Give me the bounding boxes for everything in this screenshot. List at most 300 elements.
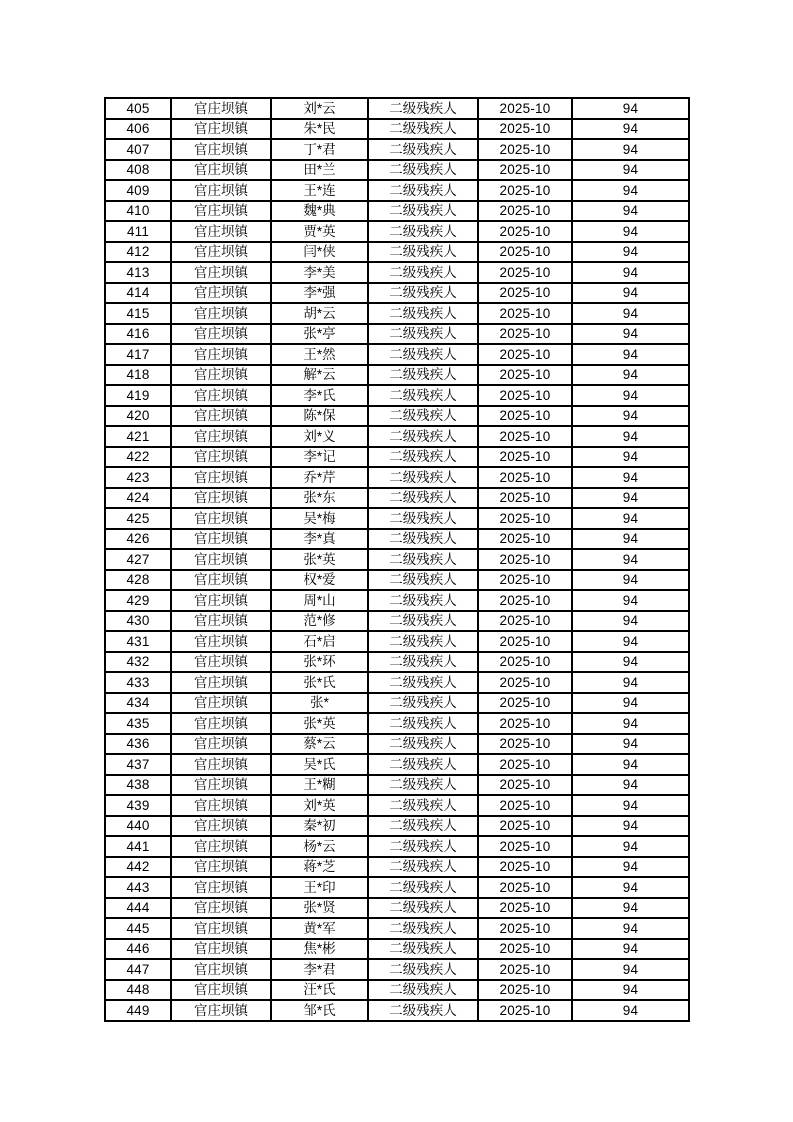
- cell-row-number: 411: [105, 221, 171, 242]
- cell-month: 2025-10: [478, 98, 572, 119]
- cell-row-number: 413: [105, 262, 171, 283]
- table-row: [105, 529, 689, 550]
- cell-name: 李*君: [271, 959, 368, 980]
- cell-amount: 94: [572, 939, 689, 960]
- cell-amount: 94: [572, 426, 689, 447]
- cell-amount: 94: [572, 898, 689, 919]
- cell-month: 2025-10: [478, 324, 572, 345]
- cell-month: 2025-10: [478, 303, 572, 324]
- table-row: [105, 98, 689, 119]
- cell-category: 二级残疾人: [368, 734, 478, 755]
- table-row: [105, 139, 689, 160]
- cell-amount: 94: [572, 529, 689, 550]
- cell-name: 周*山: [271, 590, 368, 611]
- cell-town: 官庄坝镇: [171, 734, 271, 755]
- table-row: [105, 283, 689, 304]
- cell-category: 二级残疾人: [368, 672, 478, 693]
- cell-name: 张*英: [271, 549, 368, 570]
- cell-month: 2025-10: [478, 590, 572, 611]
- cell-town: 官庄坝镇: [171, 508, 271, 529]
- cell-row-number: 448: [105, 980, 171, 1001]
- cell-town: 官庄坝镇: [171, 877, 271, 898]
- cell-category: 二级残疾人: [368, 959, 478, 980]
- cell-row-number: 417: [105, 344, 171, 365]
- cell-amount: 94: [572, 201, 689, 222]
- cell-month: 2025-10: [478, 119, 572, 140]
- cell-month: 2025-10: [478, 672, 572, 693]
- cell-month: 2025-10: [478, 754, 572, 775]
- cell-category: 二级残疾人: [368, 918, 478, 939]
- cell-month: 2025-10: [478, 426, 572, 447]
- cell-row-number: 431: [105, 631, 171, 652]
- cell-name: 张*东: [271, 488, 368, 509]
- cell-month: 2025-10: [478, 262, 572, 283]
- cell-town: 官庄坝镇: [171, 529, 271, 550]
- cell-name: 蔡*云: [271, 734, 368, 755]
- cell-month: 2025-10: [478, 242, 572, 263]
- cell-name: 张*贤: [271, 898, 368, 919]
- cell-row-number: 408: [105, 160, 171, 181]
- cell-town: 官庄坝镇: [171, 324, 271, 345]
- cell-name: 蒋*芝: [271, 857, 368, 878]
- cell-category: 二级残疾人: [368, 713, 478, 734]
- cell-month: 2025-10: [478, 631, 572, 652]
- cell-amount: 94: [572, 406, 689, 427]
- cell-name: 解*云: [271, 365, 368, 386]
- cell-row-number: 409: [105, 180, 171, 201]
- cell-name: 黄*军: [271, 918, 368, 939]
- cell-month: 2025-10: [478, 652, 572, 673]
- cell-month: 2025-10: [478, 939, 572, 960]
- cell-row-number: 445: [105, 918, 171, 939]
- cell-month: 2025-10: [478, 406, 572, 427]
- table-row: [105, 959, 689, 980]
- cell-category: 二级残疾人: [368, 836, 478, 857]
- cell-row-number: 446: [105, 939, 171, 960]
- cell-name: 李*氏: [271, 385, 368, 406]
- cell-category: 二级残疾人: [368, 652, 478, 673]
- cell-row-number: 419: [105, 385, 171, 406]
- cell-amount: 94: [572, 611, 689, 632]
- table-row: [105, 652, 689, 673]
- cell-category: 二级残疾人: [368, 590, 478, 611]
- cell-amount: 94: [572, 734, 689, 755]
- cell-row-number: 430: [105, 611, 171, 632]
- cell-name: 吴*氏: [271, 754, 368, 775]
- cell-month: 2025-10: [478, 795, 572, 816]
- cell-town: 官庄坝镇: [171, 939, 271, 960]
- table-row: [105, 816, 689, 837]
- table-row: [105, 324, 689, 345]
- cell-town: 官庄坝镇: [171, 365, 271, 386]
- cell-amount: 94: [572, 139, 689, 160]
- cell-amount: 94: [572, 119, 689, 140]
- cell-amount: 94: [572, 775, 689, 796]
- cell-row-number: 434: [105, 693, 171, 714]
- table-row: [105, 467, 689, 488]
- cell-category: 二级残疾人: [368, 139, 478, 160]
- cell-month: 2025-10: [478, 139, 572, 160]
- cell-town: 官庄坝镇: [171, 918, 271, 939]
- table-row: [105, 939, 689, 960]
- table-row: [105, 693, 689, 714]
- cell-month: 2025-10: [478, 713, 572, 734]
- cell-amount: 94: [572, 508, 689, 529]
- cell-name: 朱*民: [271, 119, 368, 140]
- cell-name: 石*启: [271, 631, 368, 652]
- cell-name: 权*爱: [271, 570, 368, 591]
- cell-town: 官庄坝镇: [171, 590, 271, 611]
- cell-name: 王*印: [271, 877, 368, 898]
- cell-name: 贾*英: [271, 221, 368, 242]
- cell-category: 二级残疾人: [368, 877, 478, 898]
- cell-month: 2025-10: [478, 734, 572, 755]
- cell-amount: 94: [572, 877, 689, 898]
- cell-category: 二级残疾人: [368, 898, 478, 919]
- cell-amount: 94: [572, 488, 689, 509]
- cell-name: 刘*义: [271, 426, 368, 447]
- cell-category: 二级残疾人: [368, 98, 478, 119]
- cell-name: 王*连: [271, 180, 368, 201]
- table-row: [105, 344, 689, 365]
- cell-row-number: 447: [105, 959, 171, 980]
- cell-amount: 94: [572, 693, 689, 714]
- cell-row-number: 436: [105, 734, 171, 755]
- cell-category: 二级残疾人: [368, 816, 478, 837]
- cell-month: 2025-10: [478, 488, 572, 509]
- table-row: [105, 426, 689, 447]
- cell-row-number: 435: [105, 713, 171, 734]
- cell-town: 官庄坝镇: [171, 693, 271, 714]
- table-row: [105, 570, 689, 591]
- cell-month: 2025-10: [478, 447, 572, 468]
- cell-row-number: 449: [105, 1000, 171, 1021]
- table-row: [105, 713, 689, 734]
- cell-month: 2025-10: [478, 693, 572, 714]
- cell-town: 官庄坝镇: [171, 959, 271, 980]
- cell-town: 官庄坝镇: [171, 406, 271, 427]
- cell-amount: 94: [572, 221, 689, 242]
- cell-town: 官庄坝镇: [171, 611, 271, 632]
- cell-row-number: 421: [105, 426, 171, 447]
- table-row: [105, 119, 689, 140]
- cell-town: 官庄坝镇: [171, 898, 271, 919]
- cell-month: 2025-10: [478, 344, 572, 365]
- cell-month: 2025-10: [478, 221, 572, 242]
- table-row: [105, 754, 689, 775]
- cell-name: 邹*氏: [271, 1000, 368, 1021]
- cell-row-number: 427: [105, 549, 171, 570]
- cell-amount: 94: [572, 180, 689, 201]
- cell-amount: 94: [572, 447, 689, 468]
- cell-row-number: 420: [105, 406, 171, 427]
- cell-month: 2025-10: [478, 283, 572, 304]
- cell-name: 李*强: [271, 283, 368, 304]
- cell-name: 陈*保: [271, 406, 368, 427]
- cell-name: 吴*梅: [271, 508, 368, 529]
- cell-row-number: 407: [105, 139, 171, 160]
- cell-town: 官庄坝镇: [171, 344, 271, 365]
- cell-month: 2025-10: [478, 816, 572, 837]
- cell-town: 官庄坝镇: [171, 180, 271, 201]
- cell-name: 胡*云: [271, 303, 368, 324]
- cell-amount: 94: [572, 467, 689, 488]
- cell-town: 官庄坝镇: [171, 201, 271, 222]
- cell-town: 官庄坝镇: [171, 221, 271, 242]
- cell-month: 2025-10: [478, 1000, 572, 1021]
- cell-name: 李*记: [271, 447, 368, 468]
- cell-category: 二级残疾人: [368, 775, 478, 796]
- subsidy-roster-table: [104, 97, 690, 1022]
- cell-category: 二级残疾人: [368, 1000, 478, 1021]
- cell-month: 2025-10: [478, 508, 572, 529]
- cell-category: 二级残疾人: [368, 570, 478, 591]
- cell-row-number: 438: [105, 775, 171, 796]
- cell-category: 二级残疾人: [368, 693, 478, 714]
- table-body: [105, 98, 689, 1021]
- table-row: [105, 549, 689, 570]
- cell-name: 魏*典: [271, 201, 368, 222]
- table-row: [105, 447, 689, 468]
- cell-town: 官庄坝镇: [171, 570, 271, 591]
- cell-month: 2025-10: [478, 877, 572, 898]
- table-row: [105, 385, 689, 406]
- cell-name: 刘*英: [271, 795, 368, 816]
- cell-row-number: 437: [105, 754, 171, 775]
- cell-month: 2025-10: [478, 180, 572, 201]
- cell-month: 2025-10: [478, 549, 572, 570]
- cell-amount: 94: [572, 672, 689, 693]
- cell-town: 官庄坝镇: [171, 816, 271, 837]
- cell-amount: 94: [572, 242, 689, 263]
- cell-row-number: 406: [105, 119, 171, 140]
- cell-amount: 94: [572, 652, 689, 673]
- cell-row-number: 423: [105, 467, 171, 488]
- cell-town: 官庄坝镇: [171, 467, 271, 488]
- cell-category: 二级残疾人: [368, 488, 478, 509]
- cell-amount: 94: [572, 262, 689, 283]
- cell-name: 杨*云: [271, 836, 368, 857]
- cell-name: 范*修: [271, 611, 368, 632]
- table-row: [105, 611, 689, 632]
- cell-category: 二级残疾人: [368, 221, 478, 242]
- cell-name: 王*糊: [271, 775, 368, 796]
- cell-name: 焦*彬: [271, 939, 368, 960]
- table-row: [105, 857, 689, 878]
- table-row: [105, 877, 689, 898]
- cell-name: 汪*氏: [271, 980, 368, 1001]
- cell-town: 官庄坝镇: [171, 242, 271, 263]
- cell-category: 二级残疾人: [368, 611, 478, 632]
- cell-town: 官庄坝镇: [171, 672, 271, 693]
- cell-category: 二级残疾人: [368, 406, 478, 427]
- cell-town: 官庄坝镇: [171, 283, 271, 304]
- table-row: [105, 160, 689, 181]
- cell-category: 二级残疾人: [368, 365, 478, 386]
- cell-town: 官庄坝镇: [171, 836, 271, 857]
- cell-month: 2025-10: [478, 570, 572, 591]
- table-row: [105, 262, 689, 283]
- cell-month: 2025-10: [478, 980, 572, 1001]
- cell-row-number: 425: [105, 508, 171, 529]
- cell-row-number: 439: [105, 795, 171, 816]
- cell-row-number: 422: [105, 447, 171, 468]
- cell-town: 官庄坝镇: [171, 713, 271, 734]
- cell-month: 2025-10: [478, 385, 572, 406]
- cell-category: 二级残疾人: [368, 119, 478, 140]
- cell-category: 二级残疾人: [368, 262, 478, 283]
- cell-row-number: 432: [105, 652, 171, 673]
- table-row: [105, 631, 689, 652]
- cell-town: 官庄坝镇: [171, 652, 271, 673]
- cell-category: 二级残疾人: [368, 549, 478, 570]
- table-row: [105, 242, 689, 263]
- cell-month: 2025-10: [478, 467, 572, 488]
- cell-row-number: 410: [105, 201, 171, 222]
- cell-row-number: 433: [105, 672, 171, 693]
- cell-category: 二级残疾人: [368, 385, 478, 406]
- cell-amount: 94: [572, 1000, 689, 1021]
- cell-amount: 94: [572, 857, 689, 878]
- cell-category: 二级残疾人: [368, 447, 478, 468]
- cell-row-number: 442: [105, 857, 171, 878]
- cell-amount: 94: [572, 816, 689, 837]
- cell-name: 王*然: [271, 344, 368, 365]
- cell-name: 乔*芹: [271, 467, 368, 488]
- cell-amount: 94: [572, 283, 689, 304]
- cell-month: 2025-10: [478, 918, 572, 939]
- cell-month: 2025-10: [478, 201, 572, 222]
- cell-amount: 94: [572, 385, 689, 406]
- table-row: [105, 180, 689, 201]
- cell-amount: 94: [572, 549, 689, 570]
- cell-name: 张*英: [271, 713, 368, 734]
- cell-town: 官庄坝镇: [171, 119, 271, 140]
- cell-category: 二级残疾人: [368, 508, 478, 529]
- cell-row-number: 415: [105, 303, 171, 324]
- table-row: [105, 734, 689, 755]
- table-row: [105, 898, 689, 919]
- cell-category: 二级残疾人: [368, 303, 478, 324]
- cell-row-number: 428: [105, 570, 171, 591]
- cell-town: 官庄坝镇: [171, 980, 271, 1001]
- cell-amount: 94: [572, 590, 689, 611]
- cell-amount: 94: [572, 980, 689, 1001]
- cell-name: 李*真: [271, 529, 368, 550]
- cell-name: 张*环: [271, 652, 368, 673]
- cell-name: 田*兰: [271, 160, 368, 181]
- cell-name: 张*亭: [271, 324, 368, 345]
- cell-category: 二级残疾人: [368, 180, 478, 201]
- cell-row-number: 441: [105, 836, 171, 857]
- cell-category: 二级残疾人: [368, 426, 478, 447]
- cell-town: 官庄坝镇: [171, 385, 271, 406]
- cell-town: 官庄坝镇: [171, 549, 271, 570]
- cell-category: 二级残疾人: [368, 754, 478, 775]
- cell-row-number: 429: [105, 590, 171, 611]
- cell-row-number: 405: [105, 98, 171, 119]
- cell-row-number: 440: [105, 816, 171, 837]
- cell-category: 二级残疾人: [368, 631, 478, 652]
- cell-amount: 94: [572, 303, 689, 324]
- cell-category: 二级残疾人: [368, 344, 478, 365]
- cell-row-number: 426: [105, 529, 171, 550]
- cell-row-number: 444: [105, 898, 171, 919]
- cell-category: 二级残疾人: [368, 324, 478, 345]
- cell-town: 官庄坝镇: [171, 1000, 271, 1021]
- table-row: [105, 980, 689, 1001]
- cell-row-number: 418: [105, 365, 171, 386]
- table-row: [105, 406, 689, 427]
- cell-category: 二级残疾人: [368, 283, 478, 304]
- cell-category: 二级残疾人: [368, 160, 478, 181]
- cell-amount: 94: [572, 836, 689, 857]
- cell-town: 官庄坝镇: [171, 303, 271, 324]
- cell-category: 二级残疾人: [368, 939, 478, 960]
- table-row: [105, 918, 689, 939]
- cell-name: 闫*侠: [271, 242, 368, 263]
- cell-town: 官庄坝镇: [171, 631, 271, 652]
- cell-town: 官庄坝镇: [171, 160, 271, 181]
- cell-month: 2025-10: [478, 959, 572, 980]
- cell-month: 2025-10: [478, 775, 572, 796]
- cell-town: 官庄坝镇: [171, 447, 271, 468]
- cell-town: 官庄坝镇: [171, 795, 271, 816]
- cell-amount: 94: [572, 631, 689, 652]
- cell-category: 二级残疾人: [368, 980, 478, 1001]
- table-row: [105, 508, 689, 529]
- cell-name: 李*美: [271, 262, 368, 283]
- cell-month: 2025-10: [478, 529, 572, 550]
- cell-name: 秦*初: [271, 816, 368, 837]
- cell-town: 官庄坝镇: [171, 857, 271, 878]
- cell-town: 官庄坝镇: [171, 754, 271, 775]
- cell-row-number: 416: [105, 324, 171, 345]
- cell-category: 二级残疾人: [368, 201, 478, 222]
- cell-amount: 94: [572, 918, 689, 939]
- cell-month: 2025-10: [478, 836, 572, 857]
- cell-amount: 94: [572, 160, 689, 181]
- cell-town: 官庄坝镇: [171, 426, 271, 447]
- cell-amount: 94: [572, 570, 689, 591]
- cell-name: 张*: [271, 693, 368, 714]
- table-row: [105, 201, 689, 222]
- cell-row-number: 412: [105, 242, 171, 263]
- table-row: [105, 836, 689, 857]
- table-row: [105, 221, 689, 242]
- cell-row-number: 424: [105, 488, 171, 509]
- cell-amount: 94: [572, 713, 689, 734]
- cell-town: 官庄坝镇: [171, 139, 271, 160]
- cell-category: 二级残疾人: [368, 857, 478, 878]
- table-row: [105, 1000, 689, 1021]
- table-row: [105, 795, 689, 816]
- cell-amount: 94: [572, 365, 689, 386]
- cell-name: 丁*君: [271, 139, 368, 160]
- cell-month: 2025-10: [478, 160, 572, 181]
- cell-amount: 94: [572, 795, 689, 816]
- table-row: [105, 590, 689, 611]
- cell-month: 2025-10: [478, 365, 572, 386]
- cell-month: 2025-10: [478, 898, 572, 919]
- table-row: [105, 303, 689, 324]
- cell-town: 官庄坝镇: [171, 488, 271, 509]
- cell-amount: 94: [572, 754, 689, 775]
- cell-town: 官庄坝镇: [171, 98, 271, 119]
- cell-category: 二级残疾人: [368, 467, 478, 488]
- cell-amount: 94: [572, 98, 689, 119]
- cell-name: 张*氏: [271, 672, 368, 693]
